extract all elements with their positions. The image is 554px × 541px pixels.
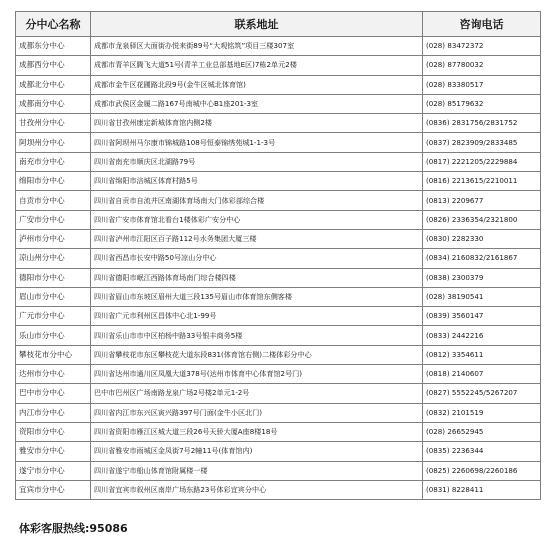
center-name-cell: 甘孜州分中心	[16, 114, 91, 133]
address-cell: 四川省达州市通川区凤凰大道378号(达州市体育中心体育馆2号门)	[91, 365, 423, 384]
table-row	[16, 249, 541, 268]
address-cell: 成都市龙泉驿区大面街办悦来街89号“大观铭筑”项目三楼307室	[91, 37, 423, 56]
center-name-cell: 德阳市分中心	[16, 268, 91, 287]
address-cell: 四川省资阳市雁江区城大道三段26号天骄大厦A座8楼18号	[91, 422, 423, 441]
phone-cell: (0812) 3354611	[423, 345, 541, 364]
table-row	[16, 442, 541, 461]
address-cell: 四川省广元市利州区昌体中心北1-99号	[91, 307, 423, 326]
center-name-cell: 宜宾市分中心	[16, 480, 91, 499]
table-row	[16, 37, 541, 56]
center-name-cell: 内江市分中心	[16, 403, 91, 422]
center-name-cell: 广安市分中心	[16, 210, 91, 229]
address-cell: 四川省遂宁市船山体育馆附属楼一楼	[91, 461, 423, 480]
table-row	[16, 365, 541, 384]
address-cell: 四川省泸州市江阳区百子路112号水务集团大厦三楼	[91, 229, 423, 248]
header-address: 联系地址	[91, 12, 423, 37]
phone-cell: (028) 26652945	[423, 422, 541, 441]
center-name-cell: 资阳市分中心	[16, 422, 91, 441]
address-cell: 四川省内江市东兴区寅兴路397号门面(金牛小区北门)	[91, 403, 423, 422]
center-name-cell: 达州市分中心	[16, 365, 91, 384]
phone-cell: (028) 87780032	[423, 56, 541, 75]
table-row	[16, 172, 541, 191]
address-cell: 四川省雅安市雨城区金凤街7号2幢11号(体育馆内)	[91, 442, 423, 461]
phone-cell: (0818) 2140607	[423, 365, 541, 384]
table-row	[16, 403, 541, 422]
table-row	[16, 422, 541, 441]
address-cell: 成都市青羊区腾飞大道51号(青羊工业总部基地E区)7栋2单元2楼	[91, 56, 423, 75]
center-name-cell: 凉山州分中心	[16, 249, 91, 268]
address-cell: 四川省自贡市自流井区南湖体育场南大门体彩部综合楼	[91, 191, 423, 210]
phone-cell: (0832) 2101519	[423, 403, 541, 422]
table-row	[16, 345, 541, 364]
phone-cell: (0826) 2336354/2321800	[423, 210, 541, 229]
center-name-cell: 成都北分中心	[16, 75, 91, 94]
table-row	[16, 384, 541, 403]
center-name-cell: 攀枝花市分中心	[16, 345, 91, 364]
center-name-cell: 成都南分中心	[16, 94, 91, 113]
table-row	[16, 480, 541, 499]
center-name-cell: 乐山市分中心	[16, 326, 91, 345]
address-cell: 四川省甘孜州康定新城体育馆内侧2楼	[91, 114, 423, 133]
phone-cell: (0813) 2209677	[423, 191, 541, 210]
address-cell: 四川省绵阳市涪城区体育村路5号	[91, 172, 423, 191]
header-center-name: 分中心名称	[16, 12, 91, 37]
phone-cell: (0833) 2442216	[423, 326, 541, 345]
phone-cell: (028) 83380517	[423, 75, 541, 94]
phone-cell: (0838) 2300379	[423, 268, 541, 287]
address-cell: 四川省攀枝花市东区攀枝花大道东段831(体育馆右侧)二楼体彩分中心	[91, 345, 423, 364]
phone-cell: (0831) 8228411	[423, 480, 541, 499]
table-row	[16, 268, 541, 287]
table-row	[16, 75, 541, 94]
center-name-cell: 自贡市分中心	[16, 191, 91, 210]
phone-cell: (0830) 2282330	[423, 229, 541, 248]
phone-cell: (0836) 2831756/2831752	[423, 114, 541, 133]
table-row	[16, 287, 541, 306]
center-name-cell: 阿坝州分中心	[16, 133, 91, 152]
table-row	[16, 210, 541, 229]
address-cell: 四川省西昌市长安中路50号凉山分中心	[91, 249, 423, 268]
center-name-cell: 南充市分中心	[16, 152, 91, 171]
phone-cell: (0835) 2236344	[423, 442, 541, 461]
phone-cell: (028) 38190541	[423, 287, 541, 306]
table-row	[16, 56, 541, 75]
center-name-cell: 成都东分中心	[16, 37, 91, 56]
table-row	[16, 114, 541, 133]
address-cell: 四川省南充市顺庆区北湖路79号	[91, 152, 423, 171]
address-cell: 巴中市巴州区广场南路龙泉广场2号楼2单元1-2号	[91, 384, 423, 403]
center-name-cell: 广元市分中心	[16, 307, 91, 326]
table-row	[16, 461, 541, 480]
phone-cell: (0825) 2260698/2260186	[423, 461, 541, 480]
table-body	[16, 37, 541, 500]
table-row	[16, 229, 541, 248]
center-name-cell: 巴中市分中心	[16, 384, 91, 403]
phone-cell: (0834) 2160832/2161867	[423, 249, 541, 268]
address-cell: 四川省眉山市东坡区眉州大道三段135号眉山市体育馆东侧客楼	[91, 287, 423, 306]
center-name-cell: 遂宁市分中心	[16, 461, 91, 480]
center-name-cell: 泸州市分中心	[16, 229, 91, 248]
center-name-cell: 眉山市分中心	[16, 287, 91, 306]
service-centers-panel	[15, 11, 540, 500]
center-name-cell: 成都西分中心	[16, 56, 91, 75]
table-header-row	[16, 12, 541, 37]
address-cell: 四川省乐山市市中区柏杨中路33号银丰商务5楼	[91, 326, 423, 345]
address-cell: 四川省阿坝州马尔康市锦城路108号恒泰锦绣苑城1-1-3号	[91, 133, 423, 152]
table-row	[16, 152, 541, 171]
center-name-cell: 雅安市分中心	[16, 442, 91, 461]
table-row	[16, 133, 541, 152]
address-cell: 四川省广安市体育馆北看台1楼体彩广安分中心	[91, 210, 423, 229]
phone-cell: (0817) 2221205/2229884	[423, 152, 541, 171]
service-centers-table	[15, 11, 541, 500]
phone-cell: (0839) 3560147	[423, 307, 541, 326]
address-cell: 成都市武侯区金履二路167号南城中心B1座201-3室	[91, 94, 423, 113]
phone-cell: (0816) 2213615/2210011	[423, 172, 541, 191]
address-cell: 四川省宜宾市叙州区南岸广场东路23号体彩宜宾分中心	[91, 480, 423, 499]
table-row	[16, 307, 541, 326]
phone-cell: (028) 83472372	[423, 37, 541, 56]
center-name-cell: 绵阳市分中心	[16, 172, 91, 191]
phone-cell: (0827) 5552245/5267207	[423, 384, 541, 403]
phone-cell: (028) 85179632	[423, 94, 541, 113]
address-cell: 四川省德阳市岷江西路体育场南门综合楼四楼	[91, 268, 423, 287]
table-row	[16, 94, 541, 113]
hotline-text: 体彩客服热线:95086	[19, 522, 128, 535]
phone-cell: (0837) 2823909/2833485	[423, 133, 541, 152]
table-row	[16, 191, 541, 210]
header-phone: 咨询电话	[423, 12, 541, 37]
table-row	[16, 326, 541, 345]
address-cell: 成都市金牛区花圃路北段9号(金牛区城北体育馆)	[91, 75, 423, 94]
